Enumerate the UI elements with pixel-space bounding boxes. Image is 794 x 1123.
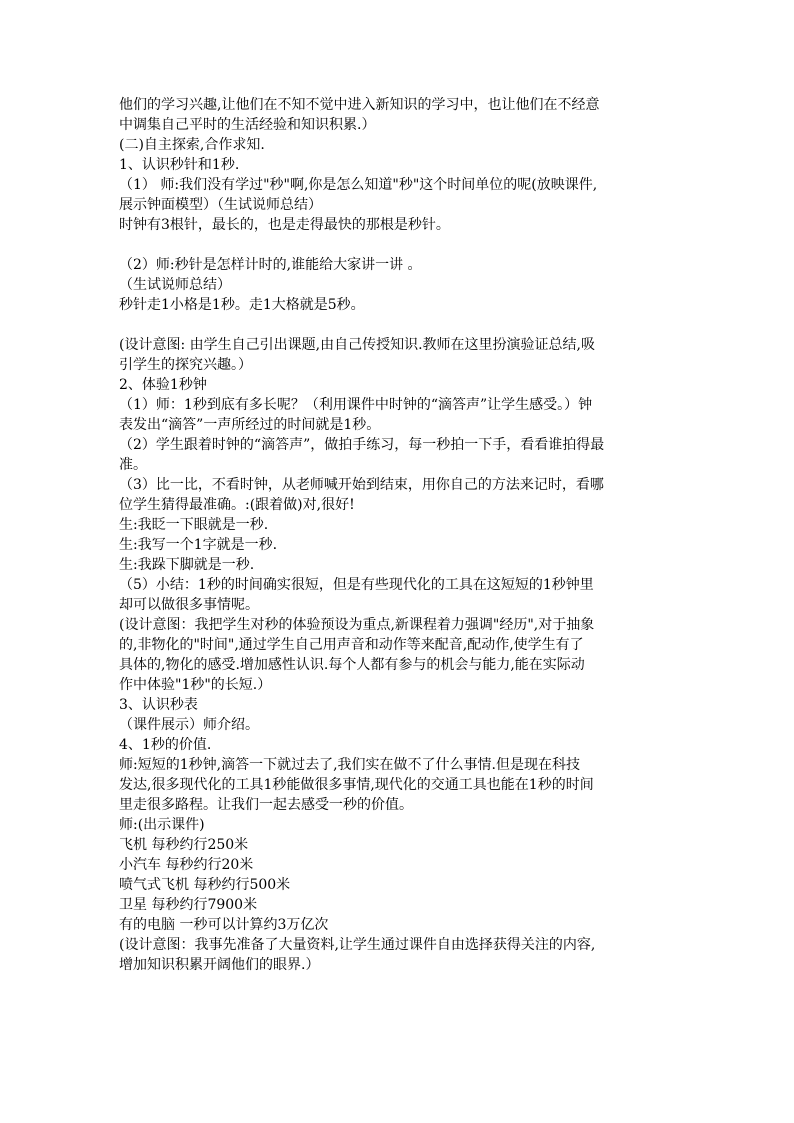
- example-line: 小汽车 每秒约行20米: [119, 857, 254, 873]
- text-line: （1） 师:我们没有学过"秒"啊,你是怎么知道"秒"这个时间单位的呢(放映课件,: [119, 177, 598, 193]
- design-intent-line: (设计意图: 由学生自己引出课题,由自己传授知识.教师在这里扮演验证总结,吸: [119, 337, 595, 353]
- text-line: （2）学生跟着时钟的“滴答声”，做拍手练习，每一秒拍一下手，看看谁拍得最: [119, 437, 605, 453]
- text-line: 位学生猜得最准确。:(跟着做)对,很好!: [119, 497, 355, 513]
- text-line: 准。: [119, 457, 147, 473]
- text-line: 中调集自己平时的生活经验和知识积累.）: [119, 117, 376, 133]
- text-line: 秒针走1小格是1秒。走1大格就是5秒。: [119, 297, 365, 313]
- example-line: 飞机 每秒约行250米: [119, 837, 249, 853]
- text-line: 他们的学习兴趣,让他们在不知不觉中进入新知识的学习中，也让他们在不经意: [119, 97, 600, 113]
- design-intent-line: (设计意图：我事先准备了大量资料,让学生通过课件自由选择获得关注的内容,: [119, 937, 596, 953]
- text-line: 发达,很多现代化的工具1秒能做很多事情,现代化的交通工具也能在1秒的时间: [119, 777, 594, 793]
- student-response-line: 生:我写一个1字就是一秒.: [119, 537, 278, 553]
- text-line: （5）小结：1秒的时间确实很短，但是有些现代化的工具在这短短的1秒钟里: [119, 577, 594, 593]
- text-line: 师:(出示课件): [119, 817, 205, 833]
- text-line: 师:短短的1秒钟,滴答一下就过去了,我们实在做不了什么事情.但是现在科技: [119, 757, 580, 773]
- text-line: 时钟有3根针，最长的，也是走得最快的那根是秒针。: [119, 217, 450, 233]
- text-line: （2）师:秒针是怎样计时的,谁能给大家讲一讲 。: [119, 257, 422, 273]
- text-line: （课件展示）师介绍。: [119, 717, 259, 733]
- student-response-line: 生:我跺下脚就是一秒.: [119, 557, 255, 573]
- example-line: 喷气式飞机 每秒约行500米: [119, 877, 291, 893]
- text-line: 展示钟面模型）（生试说师总结）: [119, 197, 322, 213]
- student-response-line: 生:我眨一下眼就是一秒.: [119, 517, 269, 533]
- subsection-heading: 4、1秒的价值.: [119, 737, 212, 753]
- design-intent-line: 引学生的探究兴趣。）: [119, 357, 252, 373]
- section-heading: (二)自主探索,合作求知.: [119, 137, 265, 153]
- text-line: （1）师：1秒到底有多长呢？（利用课件中时钟的“滴答声”让学生感受。）钟: [119, 397, 593, 413]
- design-intent-line: 增加知识积累开阔他们的眼界.）: [119, 957, 320, 973]
- design-intent-line: 的,非物化的"时间",通过学生自己用声音和动作等来配音,配动作,使学生有了: [119, 637, 584, 653]
- text-line: 里走很多路程。让我们一起去感受一秒的价值。: [119, 797, 413, 813]
- text-line: 却可以做很多事情呢。: [119, 597, 259, 613]
- text-line: 表发出“滴答”一声所经过的时间就是1秒。: [119, 417, 381, 433]
- example-line: 有的电脑 一秒可以计算约3万亿次: [119, 917, 329, 933]
- blank-line: [119, 235, 685, 255]
- example-line: 卫星 每秒约行7900米: [119, 897, 258, 913]
- design-intent-line: 具体的,物化的感受.增加感性认识.每个人都有参与的机会与能力,能在实际动: [119, 657, 585, 673]
- text-line: （生试说师总结）: [119, 277, 231, 293]
- design-intent-line: (设计意图：我把学生对秒的体验预设为重点,新课程着力强调"经历",对于抽象: [119, 617, 595, 633]
- blank-line: [119, 315, 685, 335]
- subsection-heading: 2、体验1秒钟: [119, 377, 207, 393]
- design-intent-line: 作中体验"1秒"的长短.）: [119, 677, 272, 693]
- text-line: （3）比一比，不看时钟，从老师喊开始到结束，用你自己的方法来记时，看哪: [119, 477, 604, 493]
- subsection-heading: 1、认识秒针和1秒.: [119, 157, 240, 173]
- document-body: [119, 95, 685, 975]
- subsection-heading: 3、认识秒表: [119, 697, 198, 713]
